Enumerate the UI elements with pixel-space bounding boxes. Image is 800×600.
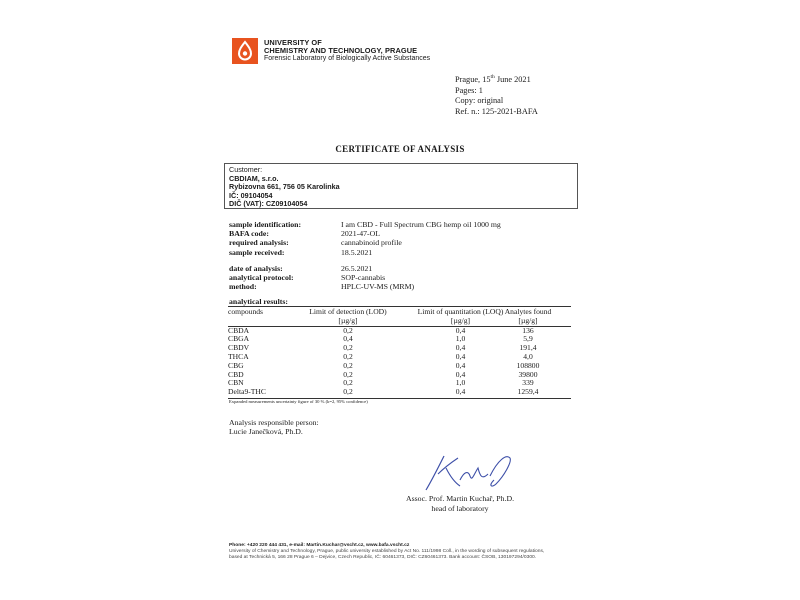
table-row: CBDV 0,2 0,4 191,4 [228, 343, 537, 353]
uncertainty-note: Expanded measurements uncertainty figure of 30 % (k=2, 95% confidence) [229, 399, 368, 404]
page-footer [229, 543, 544, 562]
footer-contact: Phone: +420 220 444 431, e-mail: Martin.Kuchar@vscht.cz, www.bafa.vscht.cz [229, 543, 410, 548]
table-header-row: compounds Limit of detection (LOD) Limit of quantitation (LOQ) Analytes found [228, 307, 552, 316]
results-table [228, 308, 571, 397]
laboratory-name: Forensic Laboratory of Biologically Active Substances [264, 55, 431, 62]
customer-address: Rybizovna 661, 756 05 Karolinka [229, 182, 340, 192]
customer-details [229, 166, 340, 209]
customer-ic: IČ: 09104054 [229, 190, 273, 200]
table-row: CBD 0,2 0,4 39800 [228, 369, 538, 379]
customer-dic: DIČ (VAT): CZ09104054 [229, 199, 308, 209]
reference-number: Ref. n.: 125-2021-BAFA [455, 106, 538, 116]
footer-legal-2: based at Technická 5, 166 28 Prague 6 – Dejvice, Czech Republic, IČ: 60461373, DIČ: CZ60461373. Bank account: ČSOB, 130197294/0300. [229, 555, 537, 561]
signer-name: Assoc. Prof. Martin Kuchař, Ph.D. [405, 494, 515, 503]
customer-name: CBDIAM, s.r.o. [229, 173, 279, 183]
customer-label: Customer: [229, 165, 263, 174]
table-row: CBGA 0,4 1,0 5,9 [228, 334, 533, 344]
divider [228, 326, 571, 327]
signer-block [400, 494, 520, 514]
table-row: CBG 0,2 0,4 108800 [228, 360, 540, 370]
responsible-name: Lucie Janečková, Ph.D. [229, 427, 303, 437]
responsible-label: Analysis responsible person: [229, 418, 319, 427]
table-row: Delta9-THC 0,2 0,4 1259,4 [228, 387, 539, 397]
responsible-person [229, 418, 319, 437]
table-row: THCA 0,2 0,4 4,0 [228, 351, 533, 361]
page-count: Pages: 1 [455, 85, 483, 95]
table-row: CBN 0,2 1,0 339 [228, 378, 534, 388]
issue-date: Prague, 15th June 2021 [455, 74, 531, 84]
page-title: CERTIFICATE OF ANALYSIS [335, 144, 465, 154]
footer-legal-1: University of Chemistry and Technology, Prague, public university established by Act No. 111/1998 Coll., in the wording of subsequent regulations, [229, 549, 545, 555]
copy-type: Copy: original [455, 96, 504, 105]
table-row: CBDA 0,2 0,4 136 [228, 325, 534, 335]
document-meta [455, 75, 538, 117]
results-title: analytical results: [229, 297, 288, 306]
signer-role: head of laboratory [431, 504, 489, 513]
university-line-1: UNIVERSITY OF [264, 38, 322, 47]
university-line-2: CHEMISTRY AND TECHNOLOGY, PRAGUE [264, 46, 418, 55]
certificate-page: UNIVERSITY OF CHEMISTRY AND TECHNOLOGY, PRAGUE Forensic Laboratory of Biologically Active Substances Prague, 15th June 2021 Pages: 1 Copy: original Ref. n.: 125-2021-BAFA CERTIFICATE OF ANALYSIS Customer: CBDIAM, s.r.o. Rybizovna 661, 756 05 Karolinka IČ: 09104054 DIČ (VAT): CZ09104054 sample identification: I am CBD - Full Spectrum CBG hemp oil 1000 mg BAFA code: 2021-47-OL required analysis: cannabinoid profile sample received: 18.5.2021 date of analysis: 26.5.2021 analytical protocol: SOP-cannabis method: HPLC-UV-MS (MRM) analytical results: compounds Limit of detection (LOD) Limit of quantitation (LOQ) Analytes found [µg/g] [µg/g] [µg/g] CBDA 0,2 0,4 136 CBGA 0,4 1,0 5,9 CBDV 0,2 0,4 191,4 THCA 0,2 0,4 4,0 CBG 0,2 0,4 108800 CBD 0,2 0,4 39800 CBN 0,2 1,0 339 Delta9-THC 0,2 0,4 1259,4 Expanded measurements uncertainty figure of 30 % (k=2, 95% confidence) Analysis responsible person: Lucie Janečková, Ph.D. Assoc. Prof. Martin Kuchař, Ph.D. head of laboratory Phone: +420 220 444 431, e-mail: Martin.Kuchar@vscht.cz, www.bafa.vscht.cz University of Chemistry and Technology, Prague, public university established by Act No. 111/1998 Coll., in the wording of subsequent regulations, based at Technická 5, 166 28 Prague 6 – Dejvice, Czech Republic, IČ: 60461373, DIČ: CZ60461373. Bank account: ČSOB, 130197294/0300. [0, 0, 800, 600]
university-drop-logo [232, 38, 258, 64]
signature-icon [418, 450, 528, 499]
table-units-row: [µg/g] [µg/g] [µg/g] [338, 315, 538, 325]
university-name-block [264, 39, 430, 63]
